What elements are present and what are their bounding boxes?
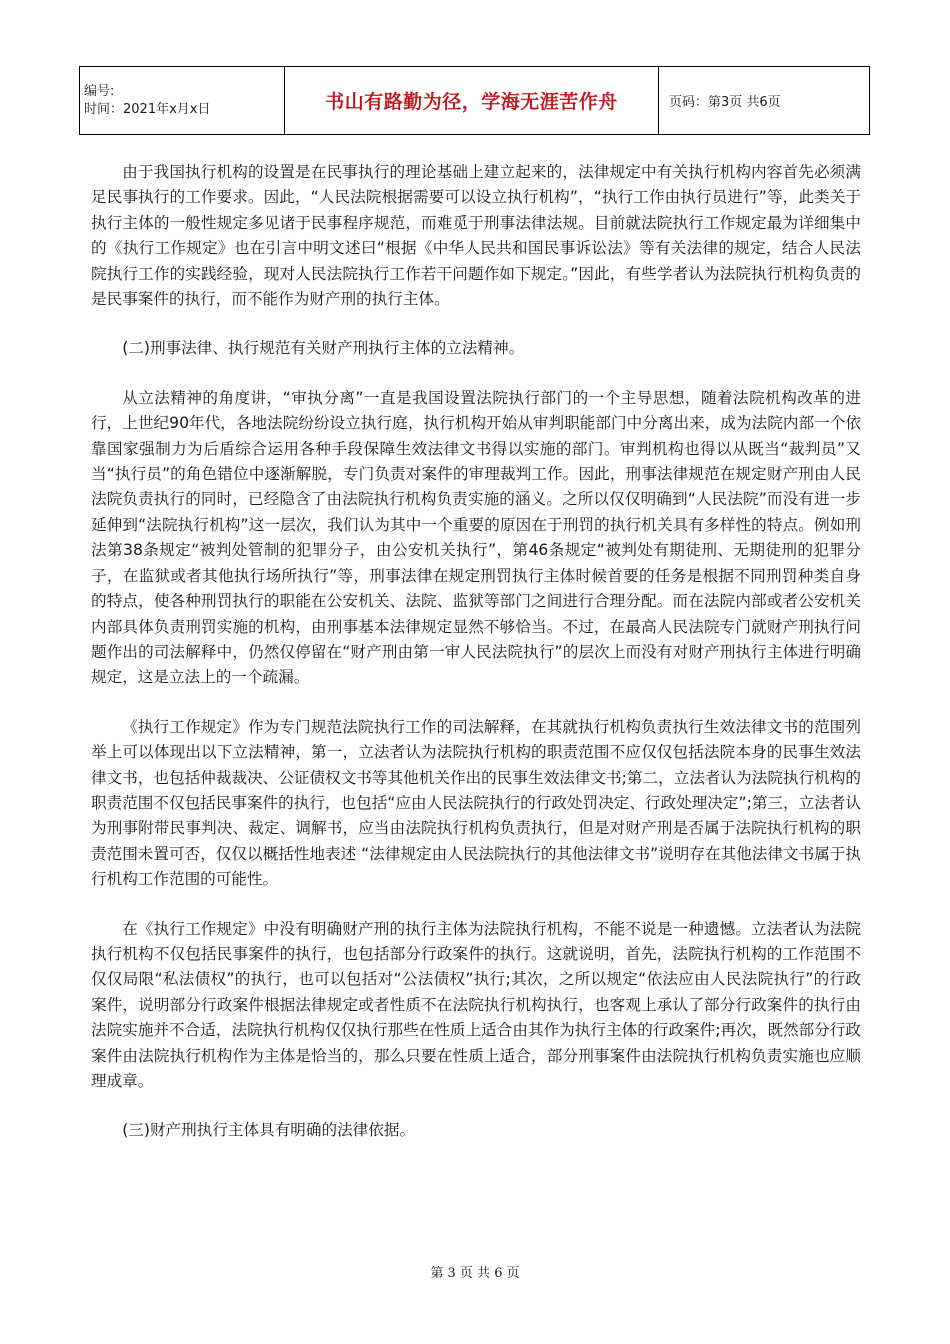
header-meta: [80, 67, 285, 135]
section-heading: (二)刑事法律、执行规范有关财产刑执行主体的立法精神。: [122, 339, 525, 358]
paragraph: 《执行工作规定》作为专门规范法院执行工作的司法解释，在其就执行机构负责执行生效法律文书的范围列举上可以体现出以下立法精神，第一，立法者认为法院执行机构的职责范围不应仅仅包括法院本身的民事生效法律文书，也包括仲裁裁决、公证债权文书等其他机关作出的民事生效法律文书;第二，立法者认为法院执行机构的职责范围不仅包括民事案件的执行，也包括“应由人民法院执行的行政处罚决定、行政处理决定”;第三，立法者认为刑事附带民事判决、裁定、调解书，应当由法院执行机构负责执行，但是对财产刑是否属于法院执行机构的职责范围未置可否，仅仅以概括性地表述 “法律规定由人民法院执行的其他法律文书”说明存在其他法律文书属于执行机构工作范围的可能性。: [91, 717, 861, 889]
paragraph: 在《执行工作规定》中没有明确财产刑的执行主体为法院执行机构，不能不说是一种遗憾。立法者认为法院执行机构不仅包括民事案件的执行，也包括部分行政案件的执行。这就说明，首先，法院执行机构的工作范围不仅仅局限“私法债权”的执行，也可以包括对“公法债权”执行;其次，之所以规定“依法应由人民法院执行”的行政案件，说明部分行政案件根据法律规定或者性质不在法院执行机构执行，也客观上承认了部分行政案件的执行由法院实施并不合适，法院执行机构仅仅执行那些在性质上适合由其作为执行主体的行政案件;再次，既然部分行政案件由法院执行机构作为主体是恰当的，那么只要在性质上适合，部分刑事案件由法院执行机构负责实施也应顺理成章。: [91, 919, 861, 1090]
page-footer: 第 3 页 共 6 页: [430, 1266, 520, 1281]
header-page-info: 页码：第3页 共6页: [659, 67, 870, 135]
document-body: [91, 160, 861, 1168]
paragraph: 从立法精神的角度讲，“审执分离”一直是我国设置法院执行部门的一个主导思想，随着法院机构改革的进行，上世纪90年代，各地法院纷纷设立执行庭，执行机构开始从审判职能部门中分离出来，成为法院内部一个依靠国家强制力为后盾综合运用各种手段保障生效法律文书得以实施的部门。审判机构也得以从既当“裁判员”又当“执行员”的角色错位中逐渐解脱，专门负责对案件的审理裁判工作。因此，刑事法律规范在规定财产刑由人民法院负责执行的同时，已经隐含了由法院执行机构负责实施的涵义。之所以仅仅明确到“人民法院”而没有进一步延伸到“法院执行机构”这一层次，我们认为其中一个重要的原因在于刑罚的执行机关具有多样性的特点。例如刑法第38条规定“被判处管制的犯罪分子，由公安机关执行”，第46条规定“被判处有期徒刑、无期徒刑的犯罪分子，在监狱或者其他执行场所执行”等，刑事法律在规定刑罚执行主体时候首要的任务是根据不同刑罚种类自身的特点，使各种刑罚执行的职能在公安机关、法院、监狱等部门之间进行合理分配。而在法院内部或者公安机关内部具体负责刑罚实施的机构，由刑事基本法律规定显然不够恰当。不过，在最高人民法院专门就财产刑执行问题作出的司法解释中，仍然仅停留在“财产刑由第一审人民法院执行”的层次上而没有对财产刑执行主体进行明确规定，这是立法上的一个疏漏。: [91, 388, 861, 687]
header-motto: 书山有路勤为径，学海无涯苦作舟: [285, 67, 659, 135]
paragraph: 由于我国执行机构的设置是在民事执行的理论基础上建立起来的，法律规定中有关执行机构内容首先必须满足民事执行的工作要求。因此，“人民法院根据需要可以设立执行机构”，“执行工作由执行员进行”等，此类关于执行主体的一般性规定多见诸于民事程序规范，而难觅于刑事法律法规。目前就法院执行工作规定最为详细集中的《执行工作规定》也在引言中明文述曰“根据《中华人民共和国民事诉讼法》等有关法律的规定，结合人民法院执行工作的实践经验，现对人民法院执行工作若干问题作如下规定。”因此，有些学者认为法院执行机构负责的是民事案件的执行，而不能作为财产刑的执行主体。: [91, 163, 861, 309]
section-heading: (三)财产刑执行主体具有明确的法律依据。: [122, 1121, 416, 1140]
document-number-label: 编号:: [84, 83, 115, 99]
document-date: 时间：2021年x月x日: [84, 101, 211, 117]
page-header: [79, 66, 870, 135]
